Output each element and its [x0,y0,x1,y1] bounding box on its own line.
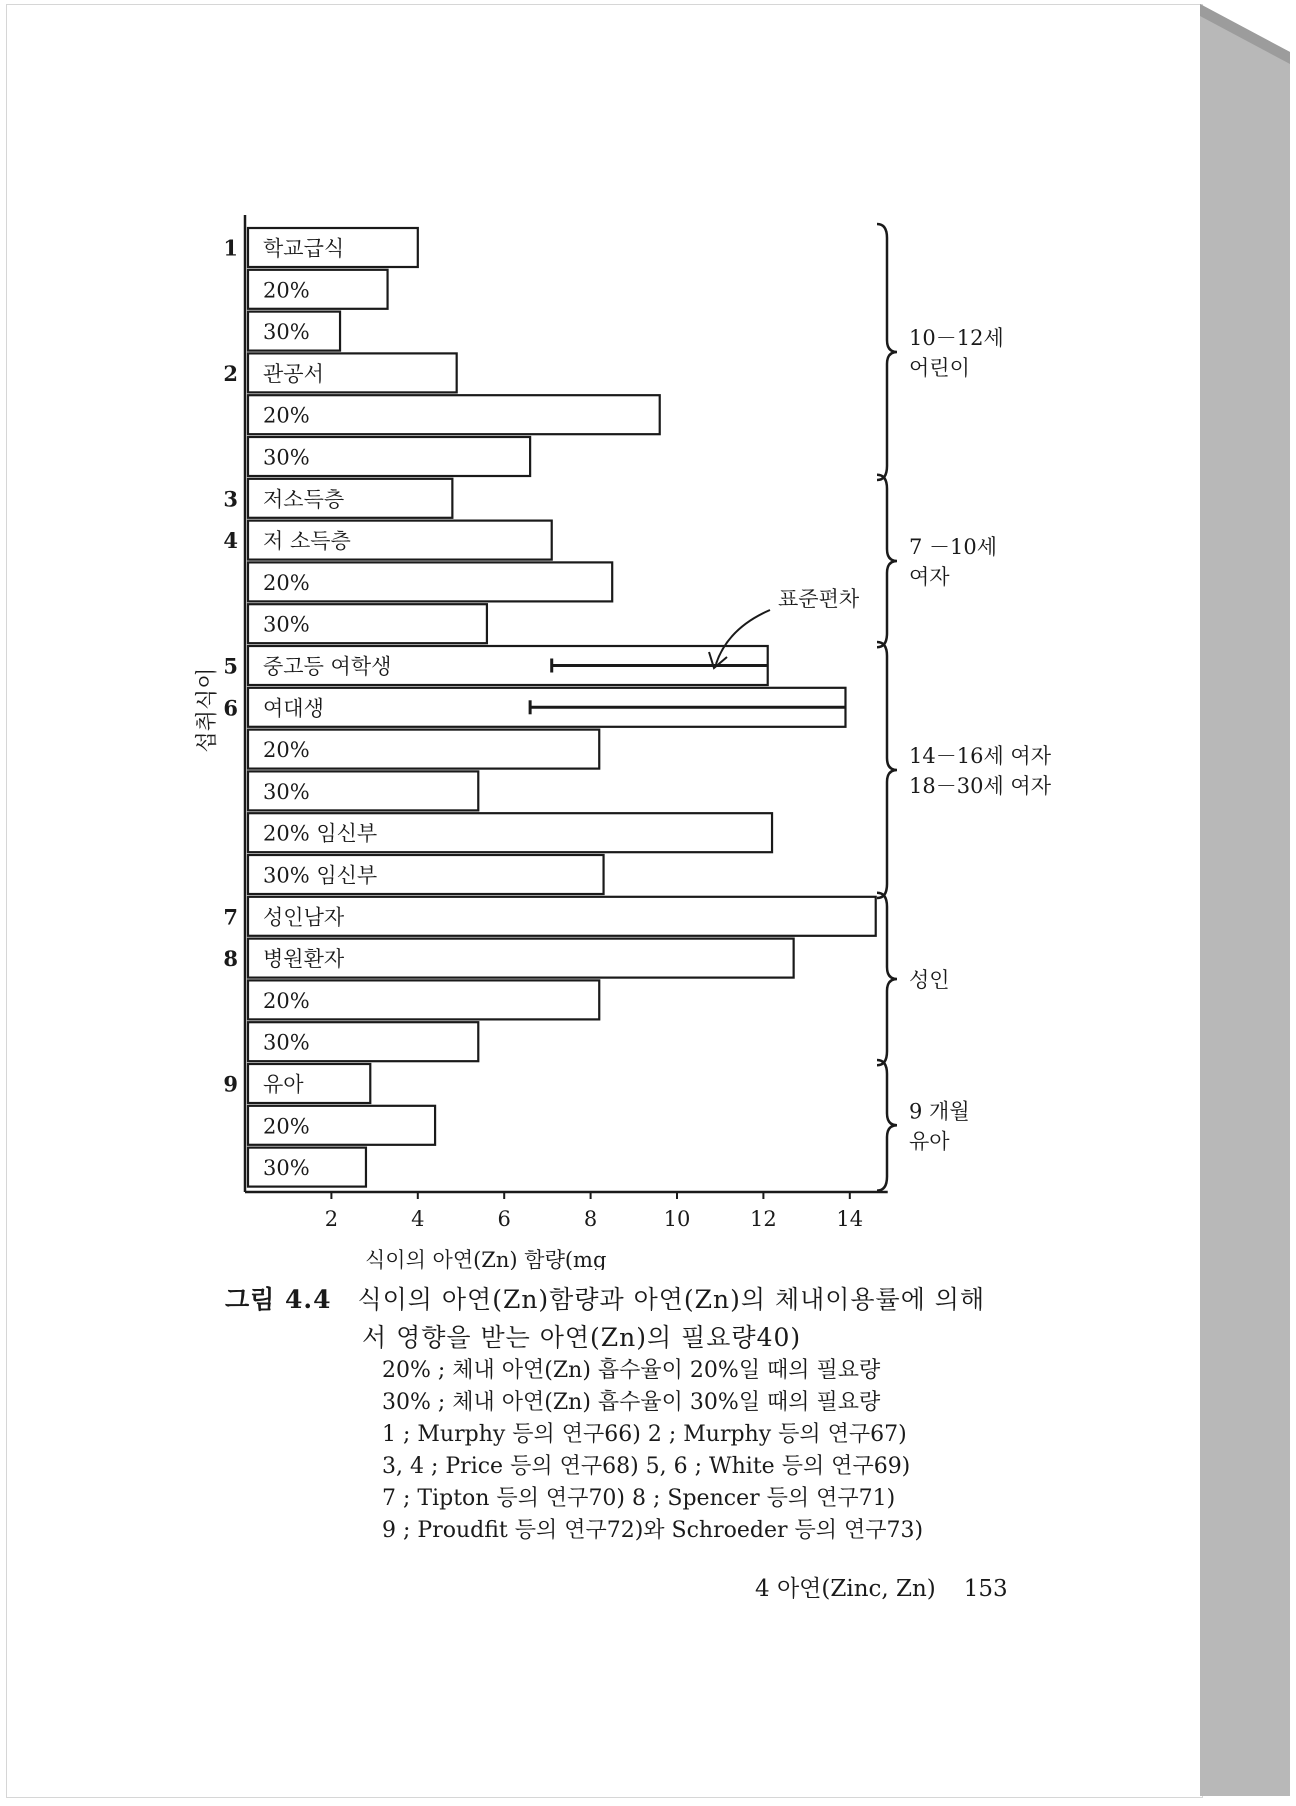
group-label: 9 개월 [909,1099,970,1124]
bar-label: 중고등 여학생 [263,654,392,679]
bar-label: 여대생 [263,696,324,721]
x-tick-label: 8 [583,1207,598,1231]
group-label: 성인 [909,968,950,992]
page-number: 153 [963,1576,1008,1602]
x-tick-label: 10 [663,1207,691,1231]
x-tick-label: 6 [497,1207,511,1231]
bar-label: 20% [263,278,310,303]
bar-number: 3 [223,486,238,512]
bar-number: 9 [223,1071,238,1097]
bar-label: 병원환자 [263,947,345,972]
y-axis-title: 섭취식이 [195,667,220,753]
note-line: 1 ; Murphy 등의 연구66) 2 ; Murphy 등의 연구67) [382,1422,907,1447]
group-label: 유아 [909,1129,950,1154]
group-brace [877,642,897,898]
bar-number: 1 [223,235,238,261]
x-tick-label: 14 [836,1207,864,1231]
bar-number: 6 [223,695,238,721]
group-label: 18－30세 여자 [909,774,1051,798]
bar-label: 20% 임신부 [263,821,378,846]
note-line: 9 ; Proudfit 등의 연구72)와 Schroeder 등의 연구73) [382,1518,924,1543]
bar-label: 저소득층 [263,487,345,512]
bar-label: 20% [263,1114,310,1139]
bar-label: 30% [263,612,310,637]
bar-label: 저 소득층 [263,529,351,554]
group-label: 어린이 [909,356,970,380]
bar-label: 20% [263,570,310,595]
running-footer [755,1570,1008,1603]
x-axis-title: 식이의 아연(Zn) 함량(mg [365,1248,607,1270]
bar-label: 20% [263,988,310,1013]
note-line: 20% ; 체내 아연(Zn) 흡수율이 20%일 때의 필요량 [382,1358,881,1383]
bar-label: 30% [263,1030,310,1055]
bar-label: 20% [263,738,310,763]
bar-number: 5 [223,653,238,679]
group-label: 여자 [909,565,950,589]
bar-number: 8 [223,946,238,972]
group-brace [877,475,897,647]
bar-label: 30% [263,445,310,470]
figure-notes [382,1355,923,1547]
bar-label: 30% [263,1156,310,1181]
group-label: 10－12세 [909,326,1004,350]
figure-title-line1: 식이의 아연(Zn)함량과 아연(Zn)의 체내이용률에 의해 [357,1285,986,1314]
chapter-title: 4 아연(Zinc, Zn) [755,1576,936,1602]
group-brace [877,224,897,480]
bar-label: 30% [263,779,310,804]
group-brace [877,1060,897,1191]
figure-title-line2: 서 영향을 받는 아연(Zn)의 필요량40) [362,1323,802,1352]
figure-caption [225,1280,985,1316]
bar [248,395,660,434]
x-tick-label: 2 [324,1207,339,1231]
bar-label: 관공서 [263,361,324,386]
bar-number: 2 [223,360,238,386]
note-line: 7 ; Tipton 등의 연구70) 8 ; Spencer 등의 연구71) [382,1486,896,1511]
bar-label: 20% [263,403,310,428]
bar-label: 30% 임신부 [263,863,378,888]
bar-number: 7 [223,904,238,930]
bar-label: 성인남자 [263,905,345,930]
group-label: 7 －10세 [909,535,998,559]
figure-number: 그림 4.4 [225,1285,332,1314]
bar-label: 학교급식 [263,236,345,261]
bar-label: 30% [263,320,310,345]
bar-label: 유아 [263,1072,304,1097]
group-brace [877,893,897,1065]
note-line: 30% ; 체내 아연(Zn) 흡수율이 30%일 때의 필요량 [382,1390,881,1415]
x-tick-label: 4 [411,1207,425,1231]
bar-number: 4 [223,528,238,554]
group-label: 14－16세 여자 [909,744,1051,768]
note-line: 3, 4 ; Price 등의 연구68) 5, 6 ; White 등의 연구69) [382,1454,911,1479]
x-tick-label: 12 [750,1207,777,1231]
annotation-label: 표준편차 [778,587,860,611]
